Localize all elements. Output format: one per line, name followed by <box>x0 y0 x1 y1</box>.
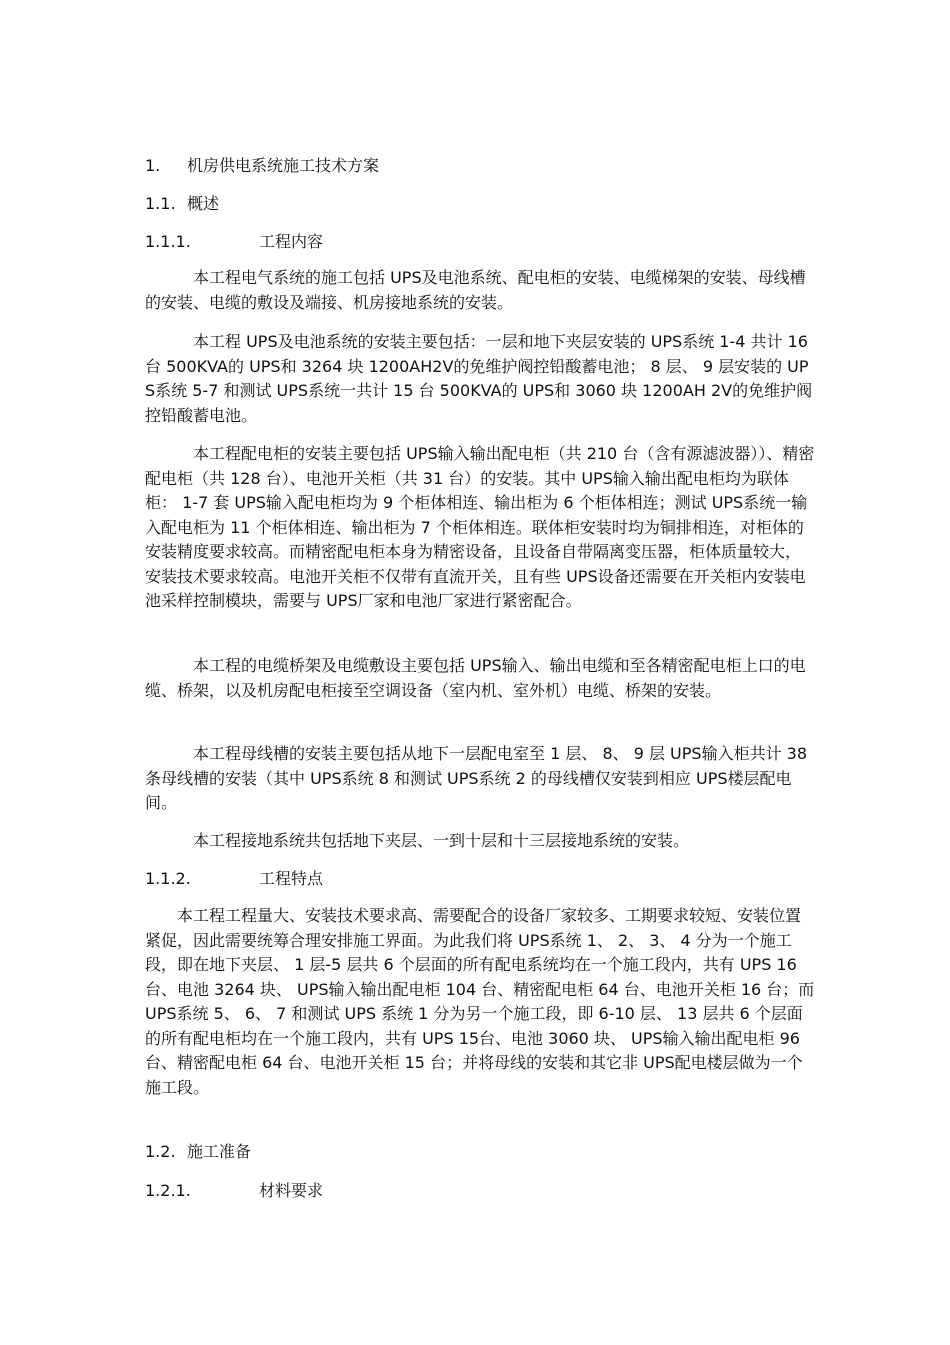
heading-number: 1. <box>145 156 161 175</box>
heading-title: 概述 <box>187 194 220 213</box>
heading-1-2-1 <box>145 1180 323 1202</box>
heading-1-1-1 <box>145 231 323 253</box>
heading-number: 1.2. <box>145 1142 176 1161</box>
paragraph-cable-tray <box>145 654 815 703</box>
heading-title: 机房供电系统施工技术方案 <box>187 156 380 175</box>
paragraph-cabinets <box>145 442 815 614</box>
heading-title: 工程特点 <box>259 869 324 888</box>
paragraph-text: 本工程接地系统共包括地下夹层、一到十层和十三层接地系统的安装。 <box>193 831 690 850</box>
paragraph-text: 本工程母线槽的安装主要包括从地下一层配电室至 1 层、 8、 9 层 UPS输入柜共计 38 条母线槽的安装（其中 UPS系统 8 和测试 UPS系统 2 的母线槽仅安装到相应 UPS楼层配电间。 <box>145 744 808 812</box>
paragraph-text: 本工程工程量大、安装技术要求高、需要配合的设备厂家较多、工期要求较短、安装位置紧促，因此需要统筹合理安排施工界面。为此我们将 UPS系统 1、 2、 3、 4 分为一个施工段，即在地下夹层、 1 层-5 层共 6 个层面的所有配电系统均在一个施工段内，共有 UPS 16台、电池 3264 块、 UPS输入输出配电柜 104 台、精密配电柜 64 台、电池开关柜 16 台；而 UPS系统 5、 6、 7 和测试 UPS 系统 1 分为另一个施工段，即 6-10 层、 13 层共 6 个层面的所有配电柜均在一个施工段内，共有 UPS 15台、电池 3060 块、 UPS输入输出配电柜 96 台、精密配电柜 64 台、电池开关柜 15 台；并将母线的安装和其它非 UPS配电楼层做为一个施工段。 <box>145 906 815 1097</box>
paragraph-text: 本工程电气系统的施工包括 UPS及电池系统、配电柜的安装、电缆梯架的安装、母线槽的安装、电缆的敷设及端接、机房接地系统的安装。 <box>145 268 806 312</box>
heading-title: 材料要求 <box>259 1181 324 1200</box>
paragraph-features <box>145 904 815 1100</box>
paragraph-ups <box>145 330 815 428</box>
heading-number: 1.1.2. <box>145 869 191 888</box>
heading-number: 1.2.1. <box>145 1181 191 1200</box>
heading-title: 施工准备 <box>187 1142 252 1161</box>
heading-number: 1.1.1. <box>145 232 191 251</box>
heading-title: 工程内容 <box>259 232 324 251</box>
heading-1-2 <box>145 1141 251 1163</box>
heading-1-1 <box>145 193 219 215</box>
paragraph-busway <box>145 742 815 816</box>
paragraph-grounding <box>145 829 815 854</box>
heading-1 <box>145 155 379 177</box>
paragraph-text: 本工程的电缆桥架及电缆敷设主要包括 UPS输入、输出电缆和至各精密配电柜上口的电缆、桥架，以及机房配电柜接至空调设备（室内机、室外机）电缆、桥架的安装。 <box>145 656 806 700</box>
paragraph-scope <box>145 266 815 315</box>
heading-number: 1.1. <box>145 194 176 213</box>
heading-1-1-2 <box>145 868 323 890</box>
paragraph-text: 本工程 UPS及电池系统的安装主要包括：一层和地下夹层安装的 UPS系统 1-4 共计 16 台 500KVA的 UPS和 3264 块 1200AH2V的免维护阀控铅酸蓄电池； 8 层、 9 层安装的 UPS系统 5-7 和测试 UPS系统一共计 15 台 500KVA的 UPS和 3060 块 1200AH 2V的免维护阀控铅酸蓄电池。 <box>145 332 813 425</box>
paragraph-text: 本工程配电柜的安装主要包括 UPS输入输出配电柜（共 210 台（含有源滤波器））、精密配电柜（共 128 台）、电池开关柜（共 31 台）的安装。其中 UPS输入输出配电柜均为联体柜： 1-7 套 UPS输入配电柜均为 9 个柜体相连、输出柜为 6 个柜体相连；测试 UPS系统一输入配电柜为 11 个柜体相连、输出柜为 7 个柜体相连。联体柜安装时均为铜排相连，对柜体的安装精度要求较高。而精密配电柜本身为精密设备，且设备自带隔离变压器，柜体质量较大，安装技术要求较高。电池开关柜不仅带有直流开关，且有些 UPS设备还需要在开关柜内安装电池采样控制模块，需要与 UPS厂家和电池厂家进行紧密配合。 <box>145 444 815 610</box>
